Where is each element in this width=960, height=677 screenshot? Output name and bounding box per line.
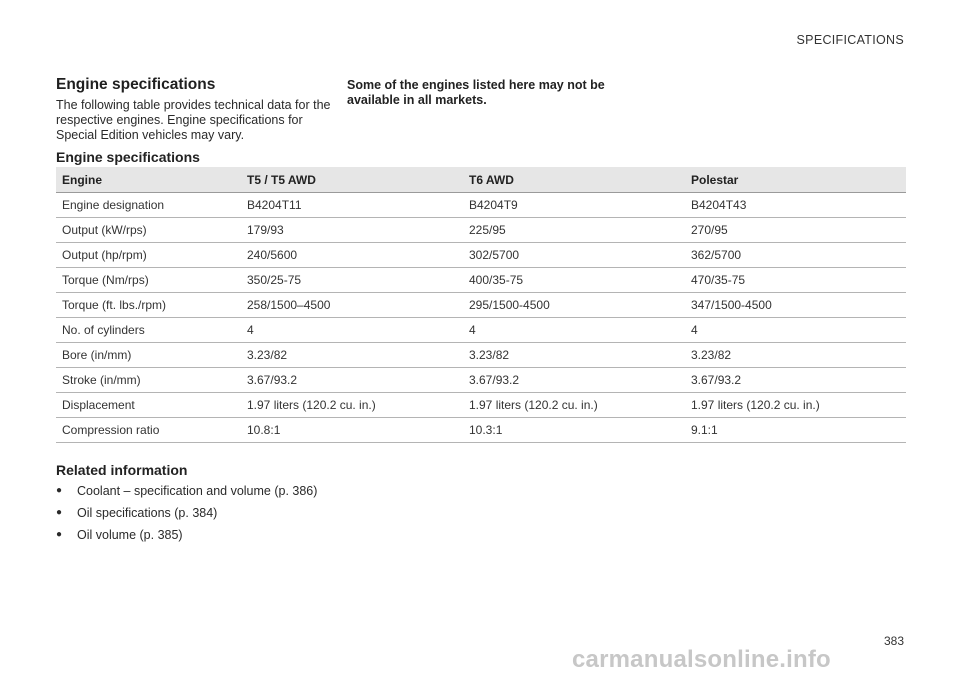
list-item[interactable] — [56, 502, 456, 524]
table-cell: 362/5700 — [685, 243, 906, 268]
bullet-icon: ● — [56, 507, 63, 518]
intro-paragraph: The following table provides technical data for the respective engines. Engine specifications for Special Edition vehicles may vary. — [56, 98, 331, 142]
table-cell: 350/25-75 — [241, 268, 463, 293]
table-cell: 258/1500–4500 — [241, 293, 463, 318]
table-cell: Output (hp/rpm) — [56, 243, 241, 268]
related-link[interactable]: Oil volume (p. 385) — [77, 528, 183, 542]
column-header: T6 AWD — [463, 167, 685, 193]
table-cell: 1.97 liters (120.2 cu. in.) — [241, 393, 463, 418]
intro-left-column — [56, 76, 331, 143]
related-title: Related information — [56, 462, 188, 478]
table-cell: Stroke (in/mm) — [56, 368, 241, 393]
table-cell: 4 — [241, 318, 463, 343]
table-cell: 1.97 liters (120.2 cu. in.) — [685, 393, 906, 418]
table-cell: Torque (ft. lbs./rpm) — [56, 293, 241, 318]
table-cell: B4204T9 — [463, 193, 685, 218]
table-cell: Engine designation — [56, 193, 241, 218]
table-row — [56, 318, 906, 343]
table-row — [56, 243, 906, 268]
table-cell: 347/1500-4500 — [685, 293, 906, 318]
table-cell: Compression ratio — [56, 418, 241, 443]
column-header: T5 / T5 AWD — [241, 167, 463, 193]
table-cell: 302/5700 — [463, 243, 685, 268]
column-header: Engine — [56, 167, 241, 193]
table-header-row — [56, 167, 906, 193]
table-row — [56, 268, 906, 293]
table-cell: 4 — [685, 318, 906, 343]
page-number: 383 — [883, 634, 904, 648]
market-availability-note: Some of the engines listed here may not be available in all markets. — [347, 78, 605, 107]
related-list — [56, 480, 456, 546]
table-cell: 270/95 — [685, 218, 906, 243]
table-cell: 400/35-75 — [463, 268, 685, 293]
table-cell: B4204T11 — [241, 193, 463, 218]
table-title: Engine specifications — [56, 149, 200, 165]
table-cell: B4204T43 — [685, 193, 906, 218]
table-cell: Bore (in/mm) — [56, 343, 241, 368]
table-cell: 3.67/93.2 — [463, 368, 685, 393]
table-cell: 4 — [463, 318, 685, 343]
related-link[interactable]: Oil specifications (p. 384) — [77, 506, 218, 520]
table-row — [56, 218, 906, 243]
table-cell: 10.3:1 — [463, 418, 685, 443]
section-header: SPECIFICATIONS — [796, 33, 904, 47]
bullet-icon: ● — [56, 485, 63, 496]
column-header: Polestar — [685, 167, 906, 193]
table-cell: Displacement — [56, 393, 241, 418]
table-cell: 295/1500-4500 — [463, 293, 685, 318]
table-cell: 3.23/82 — [241, 343, 463, 368]
list-item[interactable] — [56, 480, 456, 502]
list-item[interactable] — [56, 524, 456, 546]
table-cell: 179/93 — [241, 218, 463, 243]
table-row — [56, 368, 906, 393]
table-cell: 10.8:1 — [241, 418, 463, 443]
engine-spec-table — [56, 167, 906, 443]
table-cell: 240/5600 — [241, 243, 463, 268]
table-cell: 9.1:1 — [685, 418, 906, 443]
table-row — [56, 343, 906, 368]
related-information — [56, 462, 456, 546]
table-cell: 470/35-75 — [685, 268, 906, 293]
table-cell: 3.23/82 — [685, 343, 906, 368]
table-cell: Torque (Nm/rps) — [56, 268, 241, 293]
table-cell: 3.23/82 — [463, 343, 685, 368]
table-cell: 225/95 — [463, 218, 685, 243]
table-cell: 3.67/93.2 — [241, 368, 463, 393]
related-link[interactable]: Coolant – specification and volume (p. 386) — [77, 484, 318, 498]
table-cell: No. of cylinders — [56, 318, 241, 343]
bullet-icon: ● — [56, 529, 63, 540]
table-row — [56, 393, 906, 418]
table-row — [56, 293, 906, 318]
table-cell: 1.97 liters (120.2 cu. in.) — [463, 393, 685, 418]
section-title: Engine specifications — [56, 76, 216, 93]
table-row — [56, 193, 906, 218]
table-cell: 3.67/93.2 — [685, 368, 906, 393]
table-row — [56, 418, 906, 443]
table-cell: Output (kW/rps) — [56, 218, 241, 243]
watermark: carmanualsonline.info — [572, 646, 831, 673]
